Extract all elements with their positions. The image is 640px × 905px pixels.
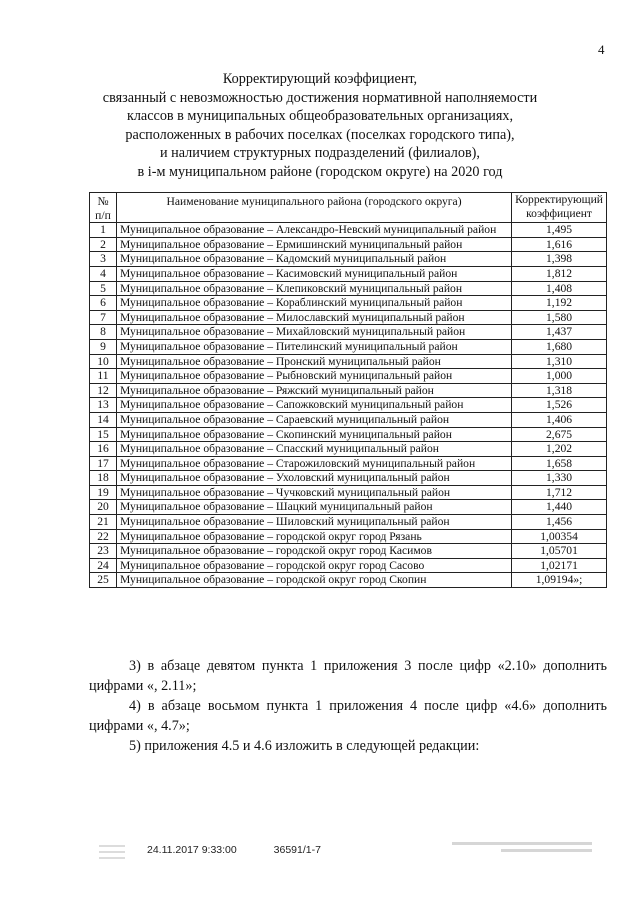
- row-number: 10: [90, 354, 117, 369]
- row-coefficient: 1,712: [512, 485, 607, 500]
- table-row: [90, 310, 607, 325]
- table-row: [90, 398, 607, 413]
- row-number: 22: [90, 529, 117, 544]
- header-name: Наименование муниципального района (городского округа): [117, 193, 512, 223]
- row-coefficient: 1,440: [512, 500, 607, 515]
- table-row: [90, 427, 607, 442]
- row-coefficient: 1,456: [512, 515, 607, 530]
- row-number: 9: [90, 339, 117, 354]
- row-coefficient: 1,580: [512, 310, 607, 325]
- row-number: 13: [90, 398, 117, 413]
- row-number: 15: [90, 427, 117, 442]
- row-name: Муниципальное образование – городской округ город Касимов: [117, 544, 512, 559]
- row-name: Муниципальное образование – Шиловский муниципальный район: [117, 515, 512, 530]
- table-row: [90, 573, 607, 588]
- row-coefficient: 1,495: [512, 223, 607, 238]
- row-name: Муниципальное образование – Михайловский муниципальный район: [117, 325, 512, 340]
- row-name: Муниципальное образование – городской округ город Рязань: [117, 529, 512, 544]
- footer-doc-id: 36591/1-7: [273, 844, 321, 856]
- row-number: 11: [90, 369, 117, 384]
- row-name: Муниципальное образование – Рыбновский муниципальный район: [117, 369, 512, 384]
- row-coefficient: 1,437: [512, 325, 607, 340]
- coefficient-table: [89, 192, 607, 588]
- table-body: [90, 223, 607, 588]
- footer-timestamp: 24.11.2017 9:33:00: [147, 844, 237, 856]
- amendment-text: [89, 656, 607, 756]
- row-name: Муниципальное образование – Ухоловский муниципальный район: [117, 471, 512, 486]
- title-line-5: и наличием структурных подразделений (филиалов),: [160, 145, 480, 161]
- table-row: [90, 500, 607, 515]
- table-row: [90, 281, 607, 296]
- row-number: 12: [90, 383, 117, 398]
- header-coefficient: Корректирующий коэффициент: [512, 193, 607, 223]
- row-number: 18: [90, 471, 117, 486]
- row-coefficient: 1,406: [512, 412, 607, 427]
- row-coefficient: 1,680: [512, 339, 607, 354]
- row-name: Муниципальное образование – Скопинский муниципальный район: [117, 427, 512, 442]
- row-name: Муниципальное образование – Касимовский муниципальный район: [117, 266, 512, 281]
- table-header-row: [90, 193, 607, 223]
- table-row: [90, 325, 607, 340]
- row-name: Муниципальное образование – городской округ город Скопин: [117, 573, 512, 588]
- row-coefficient: 1,812: [512, 266, 607, 281]
- row-name: Муниципальное образование – Кадомский муниципальный район: [117, 252, 512, 267]
- row-coefficient: 1,318: [512, 383, 607, 398]
- row-number: 17: [90, 456, 117, 471]
- paragraph-3: 3) в абзаце девятом пункта 1 приложения 3 после цифр «2.10» дополнить цифрами «, 2.11»;: [89, 658, 607, 694]
- row-number: 16: [90, 442, 117, 457]
- title-line-1: Корректирующий коэффициент,: [222, 71, 418, 87]
- row-coefficient: 1,330: [512, 471, 607, 486]
- row-name: Муниципальное образование – Кораблинский муниципальный район: [117, 296, 512, 311]
- table-row: [90, 223, 607, 238]
- row-number: 20: [90, 500, 117, 515]
- row-coefficient: 1,192: [512, 296, 607, 311]
- row-name: Муниципальное образование – Пронский муниципальный район: [117, 354, 512, 369]
- row-name: Муниципальное образование – Старожиловский муниципальный район: [117, 456, 512, 471]
- table-row: [90, 456, 607, 471]
- row-name: Муниципальное образование – Ряжский муниципальный район: [117, 383, 512, 398]
- row-number: 25: [90, 573, 117, 588]
- table-row: [90, 354, 607, 369]
- row-number: 6: [90, 296, 117, 311]
- row-number: 7: [90, 310, 117, 325]
- row-number: 24: [90, 558, 117, 573]
- row-coefficient: 1,398: [512, 252, 607, 267]
- row-coefficient: 1,616: [512, 237, 607, 252]
- faded-stamp: [452, 838, 592, 866]
- row-coefficient: 2,675: [512, 427, 607, 442]
- row-number: 2: [90, 237, 117, 252]
- table-row: [90, 266, 607, 281]
- table-row: [90, 252, 607, 267]
- table-row: [90, 485, 607, 500]
- row-name: Муниципальное образование – Милославский муниципальный район: [117, 310, 512, 325]
- row-coefficient: 1,09194»;: [512, 573, 607, 588]
- table-row: [90, 339, 607, 354]
- row-coefficient: 1,526: [512, 398, 607, 413]
- row-number: 3: [90, 252, 117, 267]
- document-title: [90, 70, 550, 181]
- row-number: 1: [90, 223, 117, 238]
- row-coefficient: 1,02171: [512, 558, 607, 573]
- row-number: 5: [90, 281, 117, 296]
- table-row: [90, 237, 607, 252]
- scan-mark: [99, 845, 125, 867]
- row-name: Муниципальное образование – Шацкий муниципальный район: [117, 500, 512, 515]
- row-coefficient: 1,00354: [512, 529, 607, 544]
- table-row: [90, 544, 607, 559]
- paragraph-5: 5) приложения 4.5 и 4.6 изложить в следующей редакции:: [129, 738, 480, 754]
- row-name: Муниципальное образование – Пителинский муниципальный район: [117, 339, 512, 354]
- row-coefficient: 1,408: [512, 281, 607, 296]
- row-coefficient: 1,202: [512, 442, 607, 457]
- row-number: 14: [90, 412, 117, 427]
- title-line-4: расположенных в рабочих поселках (поселках городского типа),: [125, 126, 515, 143]
- header-number: № п/п: [90, 193, 117, 223]
- table-row: [90, 471, 607, 486]
- row-name: Муниципальное образование – Александро-Невский муниципальный район: [117, 223, 512, 238]
- row-name: Муниципальное образование – городской округ город Сасово: [117, 558, 512, 573]
- table-row: [90, 369, 607, 384]
- row-number: 4: [90, 266, 117, 281]
- paragraph-4: 4) в абзаце восьмом пункта 1 приложения 4 после цифр «4.6» дополнить цифрами «, 4.7»;: [89, 698, 607, 734]
- footer: [147, 844, 355, 856]
- table-row: [90, 383, 607, 398]
- table-row: [90, 515, 607, 530]
- row-name: Муниципальное образование – Спасский муниципальный район: [117, 442, 512, 457]
- row-number: 8: [90, 325, 117, 340]
- page-number: 4: [598, 42, 605, 57]
- row-coefficient: 1,05701: [512, 544, 607, 559]
- row-name: Муниципальное образование – Чучковский муниципальный район: [117, 485, 512, 500]
- row-name: Муниципальное образование – Сараевский муниципальный район: [117, 412, 512, 427]
- title-line-6: в i-м муниципальном районе (городском округе) на 2020 год: [137, 163, 503, 180]
- row-name: Муниципальное образование – Клепиковский муниципальный район: [117, 281, 512, 296]
- table-row: [90, 529, 607, 544]
- table-row: [90, 558, 607, 573]
- row-coefficient: 1,310: [512, 354, 607, 369]
- row-coefficient: 1,000: [512, 369, 607, 384]
- row-number: 21: [90, 515, 117, 530]
- title-line-2: связанный с невозможностью достижения нормативной наполняемости: [102, 89, 538, 106]
- table-row: [90, 442, 607, 457]
- row-number: 23: [90, 544, 117, 559]
- row-name: Муниципальное образование – Сапожковский муниципальный район: [117, 398, 512, 413]
- row-coefficient: 1,658: [512, 456, 607, 471]
- title-line-3: классов в муниципальных общеобразовательных организациях,: [126, 108, 514, 124]
- row-name: Муниципальное образование – Ермишинский муниципальный район: [117, 237, 512, 252]
- table-row: [90, 296, 607, 311]
- row-number: 19: [90, 485, 117, 500]
- table-row: [90, 412, 607, 427]
